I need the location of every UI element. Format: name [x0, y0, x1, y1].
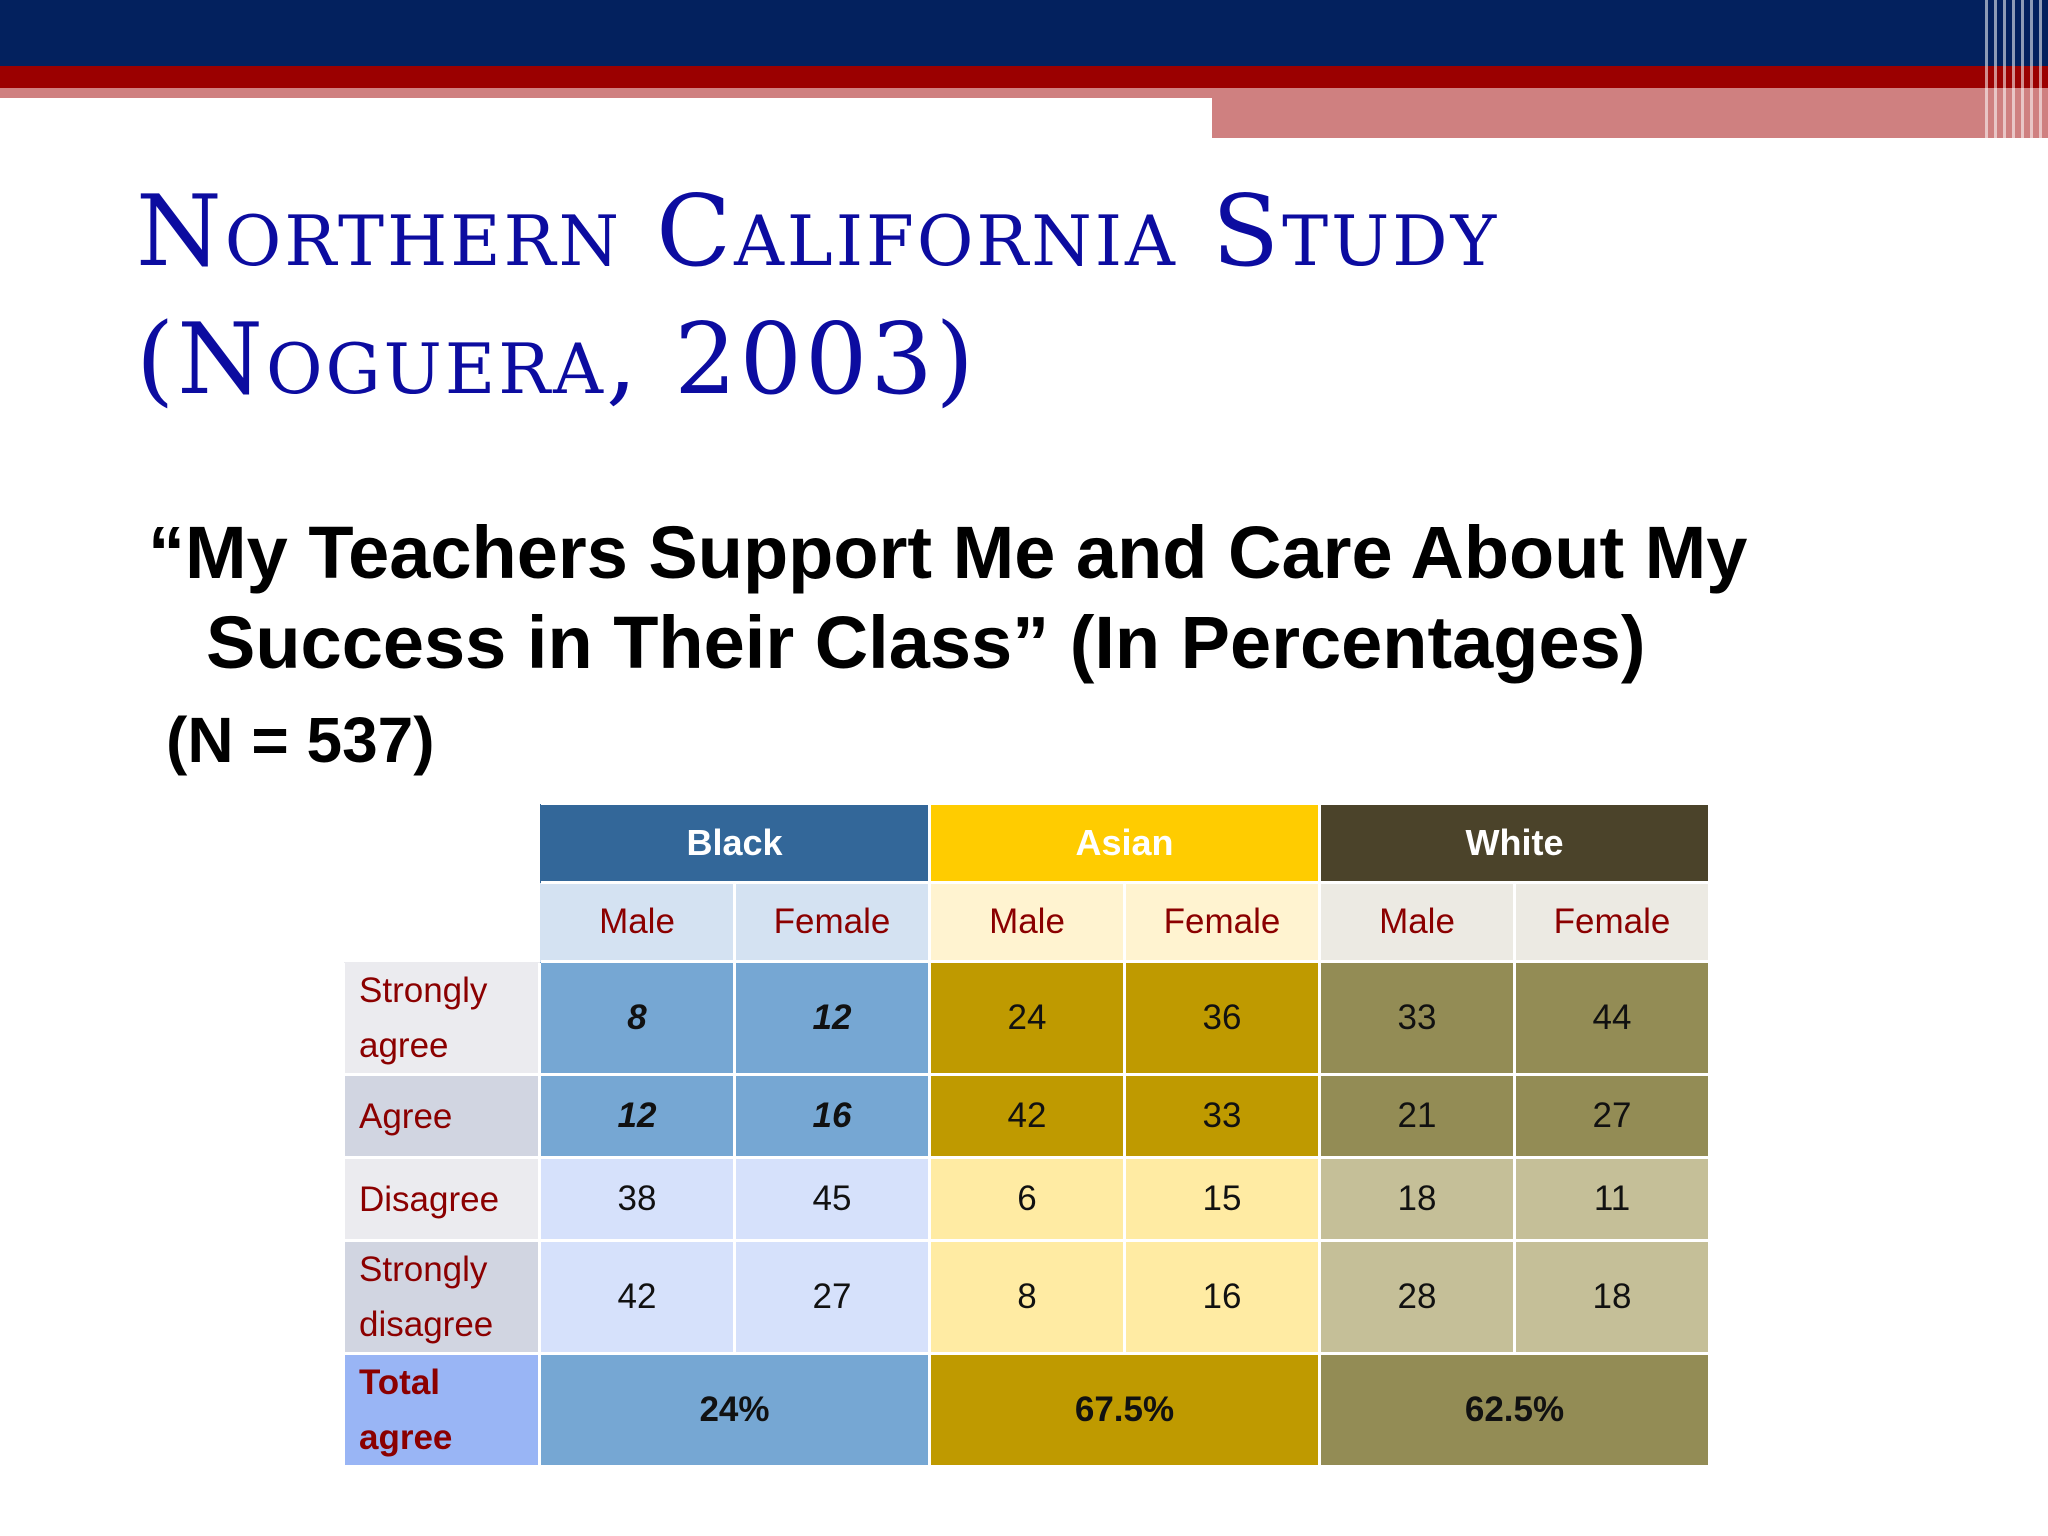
total-black: 24%: [540, 1354, 930, 1467]
gender-header-row: [344, 883, 1710, 962]
subheader-white-female: Female: [1515, 883, 1710, 962]
results-table: [342, 802, 1711, 1468]
subheader-black-female: Female: [735, 883, 930, 962]
table-row: [344, 1241, 1710, 1354]
cell: 33: [1125, 1075, 1320, 1158]
total-asian: 67.5%: [930, 1354, 1320, 1467]
cell: 12: [540, 1075, 735, 1158]
table-corner-2: [344, 883, 540, 962]
cell: 42: [930, 1075, 1125, 1158]
survey-question-line-2: Success in Their Class” (In Percentages): [206, 601, 1646, 684]
survey-question: [148, 508, 1998, 688]
cell: 36: [1125, 962, 1320, 1075]
row-label-strongly-disagree: Strongly disagree: [344, 1241, 540, 1354]
group-header-asian: Asian: [930, 804, 1320, 883]
cell: 11: [1515, 1158, 1710, 1241]
cell: 45: [735, 1158, 930, 1241]
cell: 33: [1320, 962, 1515, 1075]
slide-title-line-2: (Noguera, 2003): [136, 303, 977, 417]
subheader-asian-male: Male: [930, 883, 1125, 962]
group-header-white: White: [1320, 804, 1710, 883]
row-label-strongly-agree: Strongly agree: [344, 962, 540, 1075]
subheader-asian-female: Female: [1125, 883, 1320, 962]
table-corner: [344, 804, 540, 883]
total-white: 62.5%: [1320, 1354, 1710, 1467]
cell: 38: [540, 1158, 735, 1241]
cell: 18: [1515, 1241, 1710, 1354]
cell: 21: [1320, 1075, 1515, 1158]
group-header-black: Black: [540, 804, 930, 883]
cell: 8: [540, 962, 735, 1075]
cell: 24: [930, 962, 1125, 1075]
table-row: [344, 1075, 1710, 1158]
cell: 44: [1515, 962, 1710, 1075]
sample-size: (N = 537): [166, 704, 435, 776]
cell: 27: [1515, 1075, 1710, 1158]
header-banner-navy: [0, 0, 2048, 66]
subheader-white-male: Male: [1320, 883, 1515, 962]
cell: 6: [930, 1158, 1125, 1241]
cell: 28: [1320, 1241, 1515, 1354]
cell: 42: [540, 1241, 735, 1354]
cell: 8: [930, 1241, 1125, 1354]
row-label-agree: Agree: [344, 1075, 540, 1158]
total-row: [344, 1354, 1710, 1467]
cell: 16: [1125, 1241, 1320, 1354]
slide-title-line-1: Northern California Study: [136, 175, 1500, 289]
cell: 16: [735, 1075, 930, 1158]
table-row: [344, 1158, 1710, 1241]
header-banner-pink-thin: [0, 88, 1212, 98]
cell: 27: [735, 1241, 930, 1354]
header-banner-pink-thick: [1212, 88, 2048, 138]
cell: 15: [1125, 1158, 1320, 1241]
row-label-disagree: Disagree: [344, 1158, 540, 1241]
slide-title: [136, 168, 1996, 424]
cell: 18: [1320, 1158, 1515, 1241]
subheader-black-male: Male: [540, 883, 735, 962]
cell: 12: [735, 962, 930, 1075]
group-header-row: [344, 804, 1710, 883]
survey-question-line-1: “My Teachers Support Me and Care About My: [148, 511, 1748, 594]
row-label-total-agree: Total agree: [344, 1354, 540, 1467]
table-row: [344, 962, 1710, 1075]
header-banner-stripes: [1985, 0, 2048, 138]
header-banner-red: [0, 66, 2048, 88]
